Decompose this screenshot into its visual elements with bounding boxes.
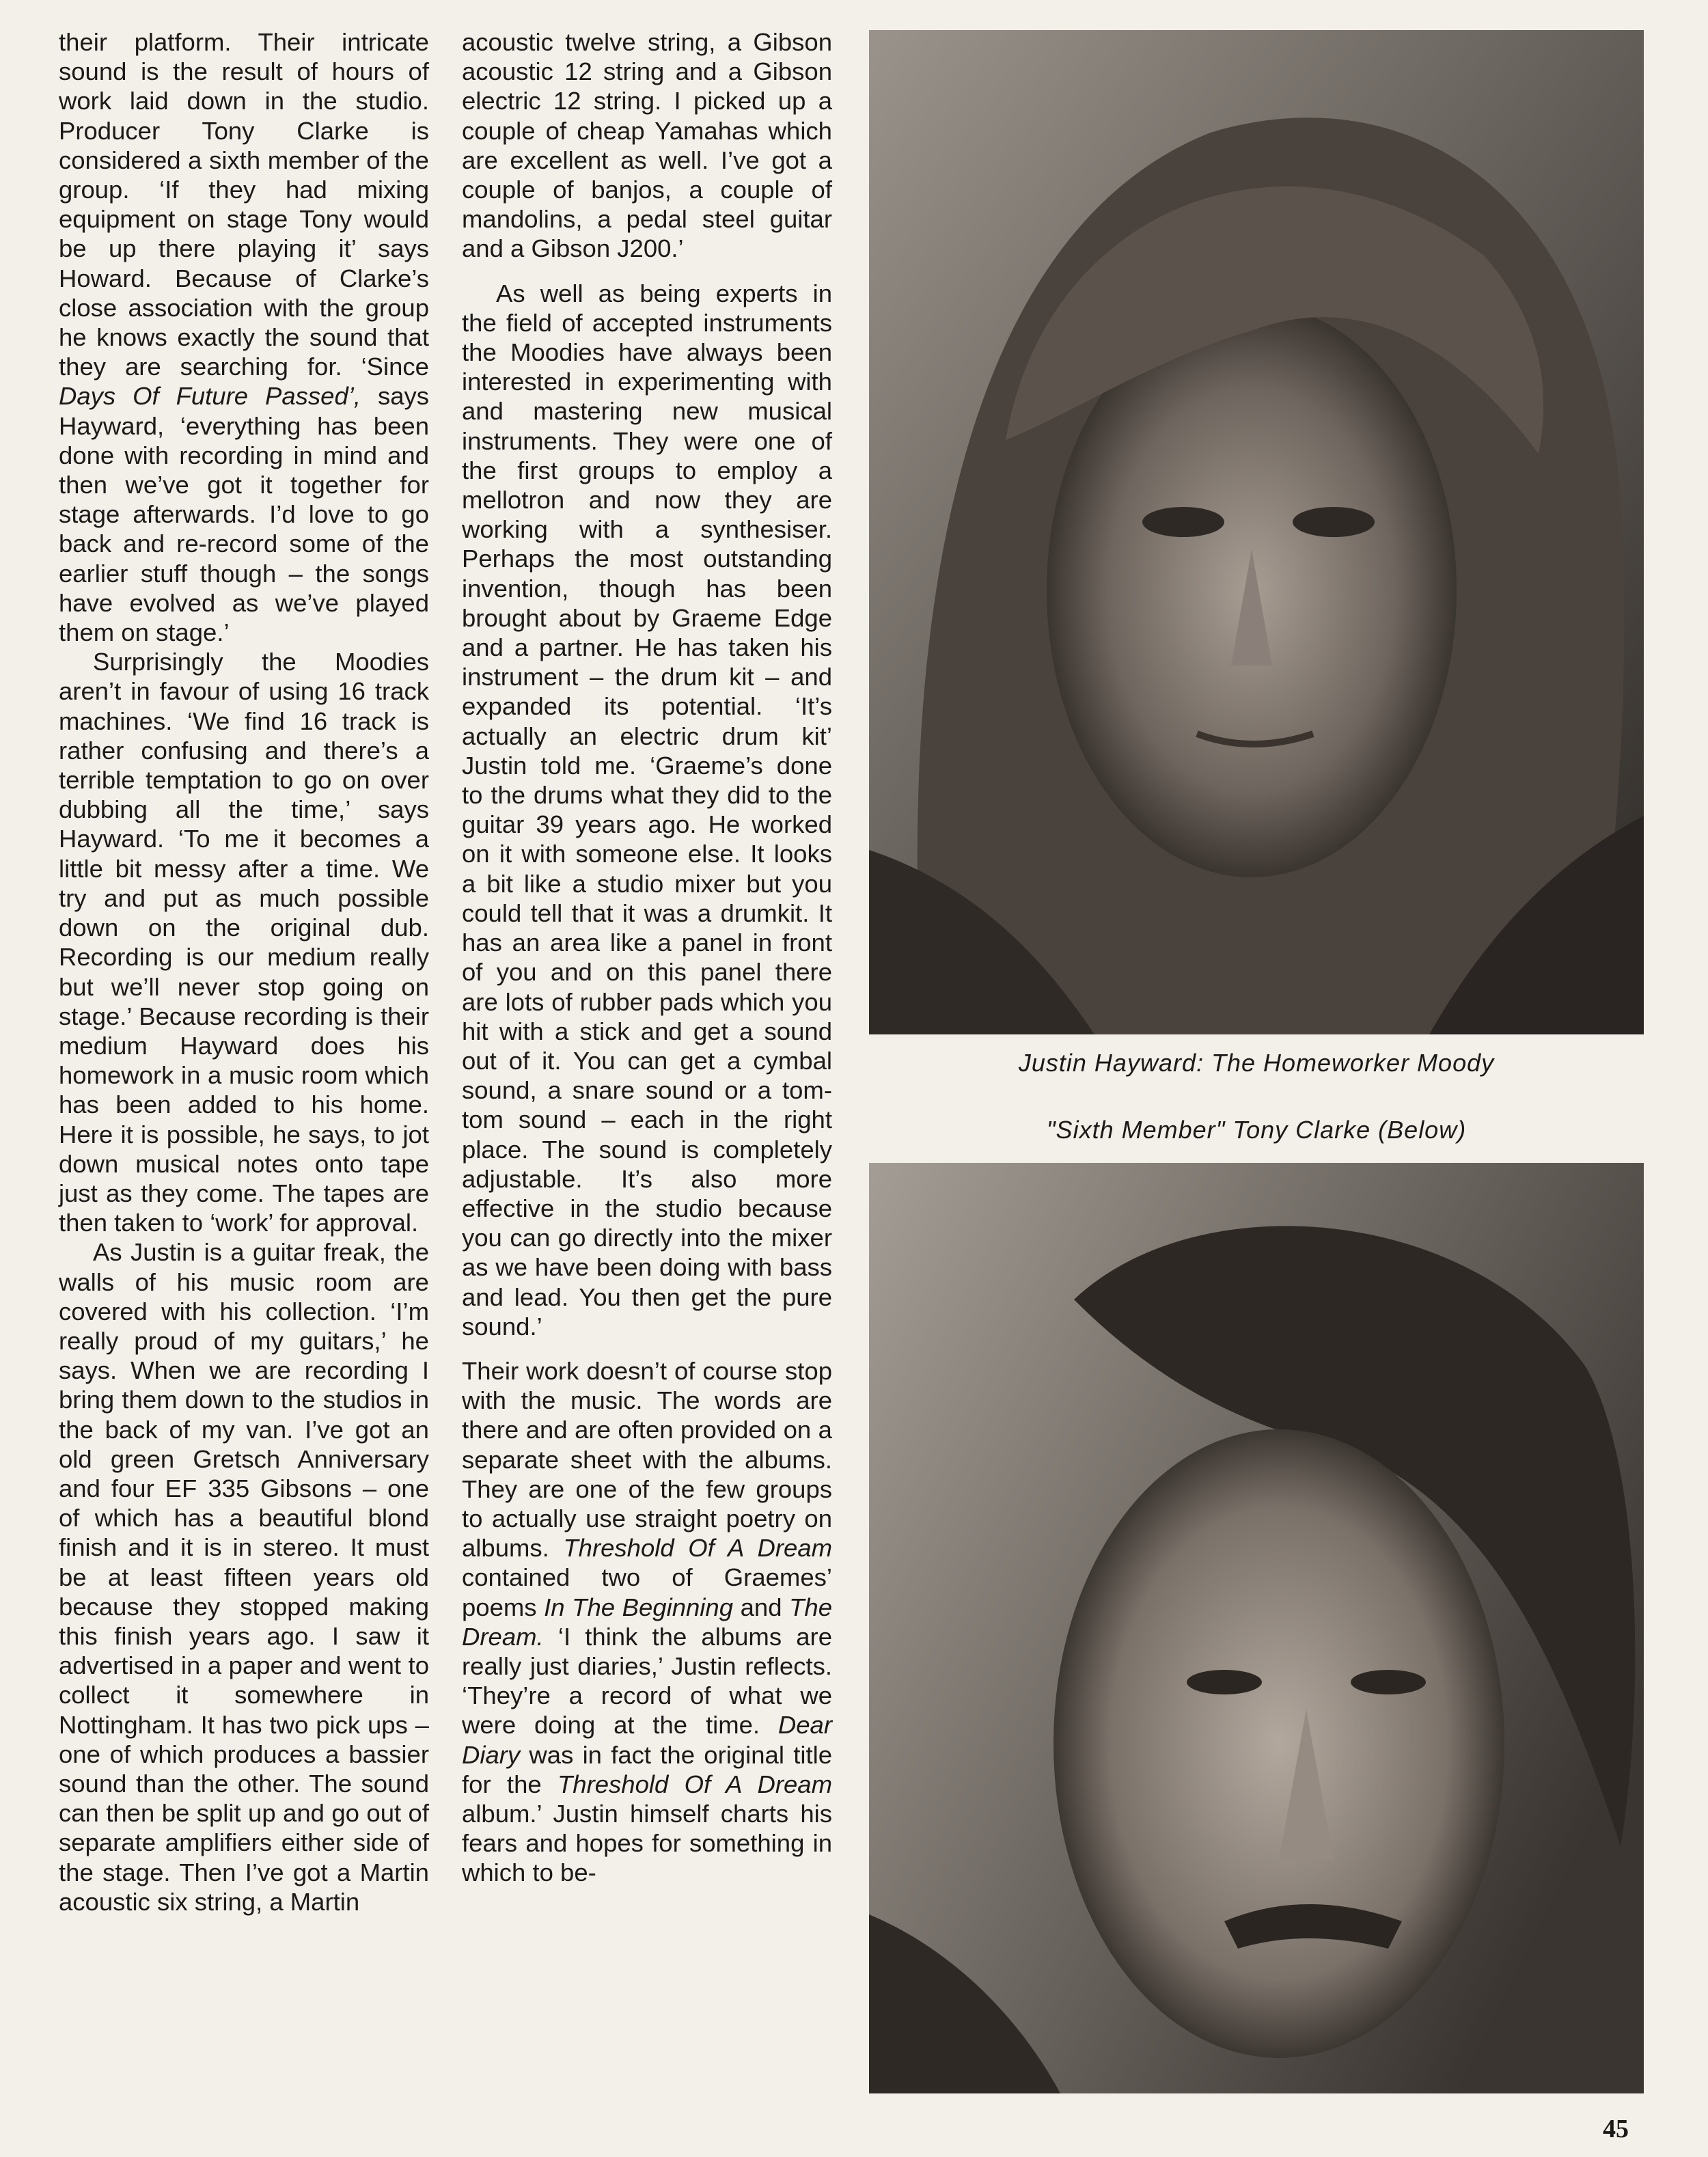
poem-title: In The Beginning xyxy=(544,1593,734,1621)
album-title: Threshold Of A Dream xyxy=(563,1534,832,1563)
portrait-image xyxy=(869,30,1644,1034)
photo-justin-hayward xyxy=(869,30,1644,1034)
text: ‘I think the albums are really just diaries,’ Justin reflects. ‘They’re a record of what we were doing at the time. xyxy=(462,1622,832,1740)
photo-tony-clarke xyxy=(869,1163,1644,2093)
text: their platform. Their intricate sound is the result of hours of work laid down in the studio. Producer Tony Clarke is considered a sixth member of the group. ‘If they had mixing equipment on stage Tony would be up there playing it’ says Howard. Because of Clarke’s close association with the group he knows exactly the sound that they are searching for. ‘Since xyxy=(59,28,429,381)
paragraph xyxy=(462,1356,832,1888)
paragraph: Surprisingly the Moodies aren’t in favour of using 16 track machines. ‘We find 16 track is rather confusing and there’s a terrible temptation to go on over dubbing all the time,’ says Hayward. ‘To me it becomes a little bit messy after a time. We try and put as much possible down on the original dub. Recording is our medium really but we’ll never stop going on stage.’ Because recording is their medium Hayward does his homework in a music room which has been added to his home. Here it is possible, he says, to jot down musical notes onto tape just as they come. The tapes are then taken to ‘work’ for approval. xyxy=(59,648,429,1237)
paragraph xyxy=(59,27,429,647)
paragraph: As well as being experts in the field of accepted instruments the Moodies have always been interested in experimenting with and mastering new musical instruments. They were one of the first groups to employ a mellotron and now they are working with a synthesiser. Perhaps the most outstanding invention, though has been brought about by Graeme Edge and a partner. He has taken his instrument – the drum kit – and expanded its potential. ‘It’s actually an electric drum kit’ Justin told me. ‘Graeme’s done to the drums what they did to the guitar 39 years ago. He worked on it with someone else. It looks a bit like a studio mixer but you could tell that it was a drumkit. It has an area like a panel in front of you and on this panel there are lots of rubber pads which you hit with a stick and get a sound out of it. You can get a cymbal sound, a snare sound or a tom-tom sound – each in the right place. The sound is completely adjustable. It’s also more effective in the studio because you can go directly into the mixer as we have been doing with bass and lead. You then get the pure sound.’ xyxy=(462,279,832,1341)
page-number: 45 xyxy=(1603,2115,1629,2143)
album-title: Threshold Of A Dream xyxy=(557,1770,832,1798)
paragraph: acoustic twelve string, a Gibson acoustic 12 string and a Gibson electric 12 string. I picked up a couple of cheap Yamahas which are excellent as well. I’ve got a couple of banjos, a couple of mandolins, a pedal steel guitar and a Gibson J200.’ xyxy=(462,28,832,263)
poem-title: The Dream. xyxy=(462,1593,832,1651)
text: says Hayward, ‘everything has been done with recording in mind and then we’ve got it together for stage afterwards. I’d love to go back and re-record some of the earlier stuff though – the songs have evolved as we’ve played them on stage.’ xyxy=(59,382,429,647)
text: was in fact the original title for the xyxy=(462,1740,832,1798)
text: Their work doesn’t of course stop with the music. The words are there and are often provided on a separate sheet with the albums. They are one of the few groups to actually use straight poetry on albums. xyxy=(462,1356,832,1563)
paragraph: As Justin is a guitar freak, the walls of his music room are covered with his collection. ‘I’m really proud of my guitars,’ he says. When we are recording I bring them down to the studios in the back of my van. I’ve got an old green Gretsch Anniversary and four EF 335 Gibsons – one of which has a beautiful blond finish and it is in stereo. It must be at least fifteen years old because they stopped making this finish years ago. I saw it advertised in a paper and went to collect it somewhere in Nottingham. It has two pick ups – one of which produces a bassier sound than the other. The sound can then be split up and go out of separate amplifiers either side of the stage. Then I’ve got a Martin acoustic six string, a Martin xyxy=(59,1238,429,1916)
text: album.’ Justin himself charts his fears and hopes for something in which to be- xyxy=(462,1799,832,1887)
text: contained two of Graemes’ poems xyxy=(462,1563,832,1621)
photo-caption: "Sixth Member" Tony Clarke (Below) xyxy=(1046,1116,1467,1144)
album-title: Dear Diary xyxy=(462,1711,832,1769)
album-title: Days Of Future Passed’, xyxy=(59,382,361,411)
portrait-image xyxy=(869,1163,1644,2093)
text: and xyxy=(733,1593,790,1621)
photo-caption: Justin Hayward: The Homeworker Moody xyxy=(1018,1049,1495,1077)
article-column-2 xyxy=(462,27,832,1888)
article-column-1 xyxy=(59,27,429,1916)
